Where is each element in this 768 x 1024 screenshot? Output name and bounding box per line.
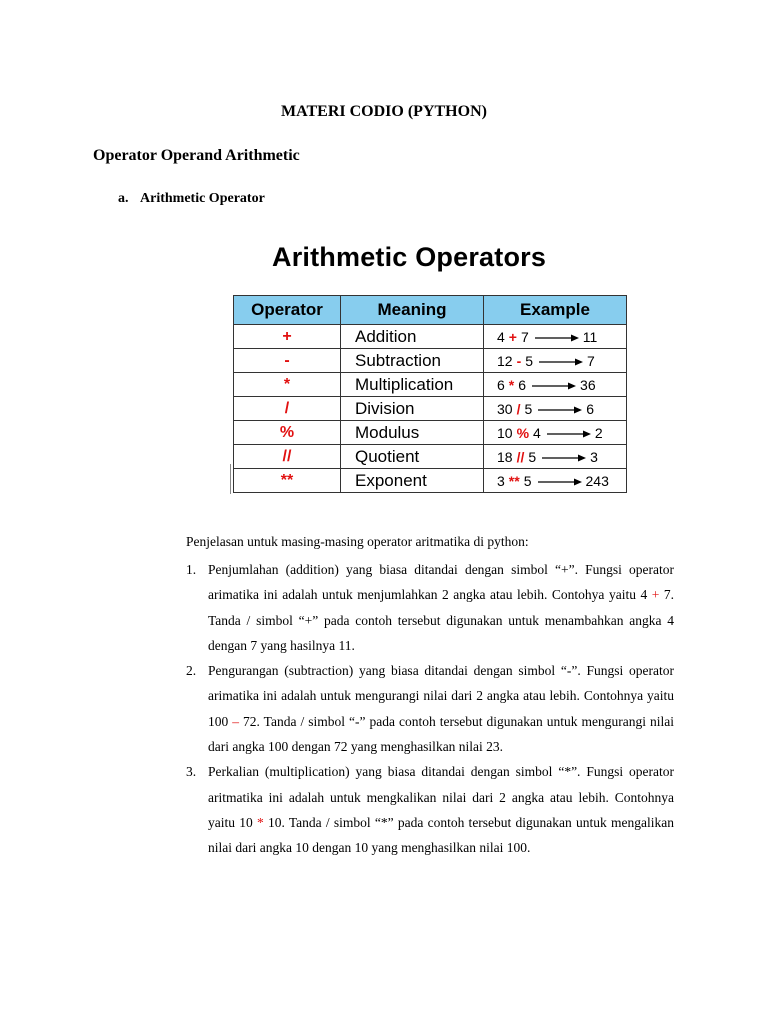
subsection-heading (118, 191, 265, 207)
list-item (186, 658, 674, 759)
arrow-icon (547, 430, 591, 438)
item-example-symbol: + (651, 587, 660, 603)
table-row (234, 397, 627, 421)
arrow-icon (539, 358, 583, 366)
item-number: 1. (186, 562, 197, 577)
operators-table (233, 295, 627, 493)
example-result: 3 (590, 448, 598, 465)
operator-example (484, 469, 627, 493)
example-result: 6 (586, 400, 595, 417)
example-result: 7 (587, 352, 595, 369)
example-result: 11 (582, 328, 598, 345)
operator-symbol: * (234, 373, 341, 397)
item-text-before: Penjumlahan (addition) yang biasa ditandai dengan simbol “+”. Fungsi operator arimatika ini adalah untuk menjumlahkan 2 angka atau lebih. Contohya yaitu 4 (208, 562, 674, 603)
operator-symbol: // (234, 445, 341, 469)
example-operand-a: 12 (497, 352, 513, 369)
example-operator: * (508, 376, 515, 393)
operator-symbol: + (234, 325, 341, 349)
example-operand-b: 5 (528, 448, 537, 465)
table-row (234, 469, 627, 493)
arrow-icon (538, 478, 582, 486)
example-operand-a: 18 (497, 448, 513, 465)
table-row (234, 445, 627, 469)
example-operand-b: 5 (524, 400, 533, 417)
operator-meaning: Modulus (341, 421, 484, 445)
arrow-icon (532, 382, 576, 390)
example-operand-a: 10 (497, 424, 513, 441)
operator-meaning: Multiplication (341, 373, 484, 397)
list-item (186, 759, 674, 860)
subsection-label: a. (118, 191, 129, 206)
section-heading: Operator Operand Arithmetic (93, 147, 300, 164)
example-result: 36 (580, 376, 596, 393)
operator-example (484, 373, 627, 397)
operator-example (484, 325, 627, 349)
example-operand-b: 5 (525, 352, 534, 369)
operator-example (484, 397, 627, 421)
example-operand-a: 30 (497, 400, 513, 417)
item-text-after: 72. Tanda / simbol “-” pada contoh tersebut digunakan untuk mengurangi nilai dari angka 100 dengan 72 yang menghasilkan nilai 23. (208, 713, 675, 755)
operator-meaning: Subtraction (341, 349, 484, 373)
header-operator: Operator (234, 296, 341, 325)
header-meaning: Meaning (341, 296, 484, 325)
figure-edge-line (230, 464, 231, 494)
operator-symbol: % (234, 421, 341, 445)
table-row (234, 349, 627, 373)
item-number: 2. (186, 663, 197, 679)
item-text-after: 10. Tanda / simbol “*” pada contoh tersebut digunakan untuk mengalikan nilai dari angka 10 dengan 10 yang menghasilkan nilai 100. (208, 814, 674, 856)
item-number: 3. (186, 764, 197, 780)
operator-meaning: Division (341, 397, 484, 421)
example-operator: + (508, 328, 517, 345)
example-result: 2 (594, 424, 603, 441)
arithmetic-operators-figure (230, 242, 630, 498)
example-operand-a: 6 (497, 376, 505, 393)
example-operator: % (516, 424, 530, 441)
arrow-icon (538, 406, 582, 414)
example-operand-b: 6 (518, 376, 527, 393)
item-text-after: 7. Tanda / simbol “+” pada contoh tersebut digunakan untuk menambahkan angka 4 dengan 7 yang hasilnya 11. (208, 587, 675, 653)
operator-symbol: ** (234, 469, 341, 493)
example-operator: / (516, 400, 521, 417)
example-operator: - (516, 352, 522, 369)
operator-example (484, 349, 627, 373)
item-example-symbol: – (232, 713, 240, 729)
example-operator: // (516, 448, 525, 465)
header-example: Example (484, 296, 627, 325)
arrow-icon (542, 454, 586, 462)
operator-meaning: Quotient (341, 445, 484, 469)
table-row (234, 373, 627, 397)
list-item (186, 557, 674, 658)
example-operator: ** (508, 472, 520, 489)
subsection-text: Arithmetic Operator (140, 191, 265, 206)
item-example-symbol: * (256, 814, 264, 830)
table-header-row (234, 296, 627, 325)
explanation-list (186, 557, 674, 861)
item-text-before: Pengurangan (subtraction) yang biasa ditandai dengan simbol “-”. Fungsi operator arimatika ini adalah untuk mengurangi nilai dari 2 angka atau lebih. Contohnya yaitu 100 (208, 663, 674, 729)
operator-symbol: / (234, 397, 341, 421)
operator-symbol: - (234, 349, 341, 373)
intro-text: Penjelasan untuk masing-masing operator aritmatika di python: (186, 534, 529, 549)
example-operand-a: 3 (497, 472, 505, 489)
document-title: MATERI CODIO (PYTHON) (281, 103, 487, 120)
example-operand-b: 5 (523, 472, 532, 489)
example-operand-a: 4 (497, 328, 505, 345)
operator-meaning: Exponent (341, 469, 484, 493)
operator-example (484, 445, 627, 469)
item-text-before: Perkalian (multiplication) yang biasa ditandai dengan simbol “*”. Fungsi operator aritmatika ini adalah untuk mengkalikan nilai dari 2 angka atau lebih. Contohnya yaitu 10 (208, 764, 674, 830)
table-row (234, 325, 627, 349)
example-result: 243 (585, 472, 609, 489)
table-row (234, 421, 627, 445)
arrow-icon (535, 334, 579, 342)
operator-meaning: Addition (341, 325, 484, 349)
operator-example (484, 421, 627, 445)
example-operand-b: 4 (533, 424, 541, 441)
figure-title: Arithmetic Operators (272, 242, 547, 272)
example-operand-b: 7 (520, 328, 529, 345)
